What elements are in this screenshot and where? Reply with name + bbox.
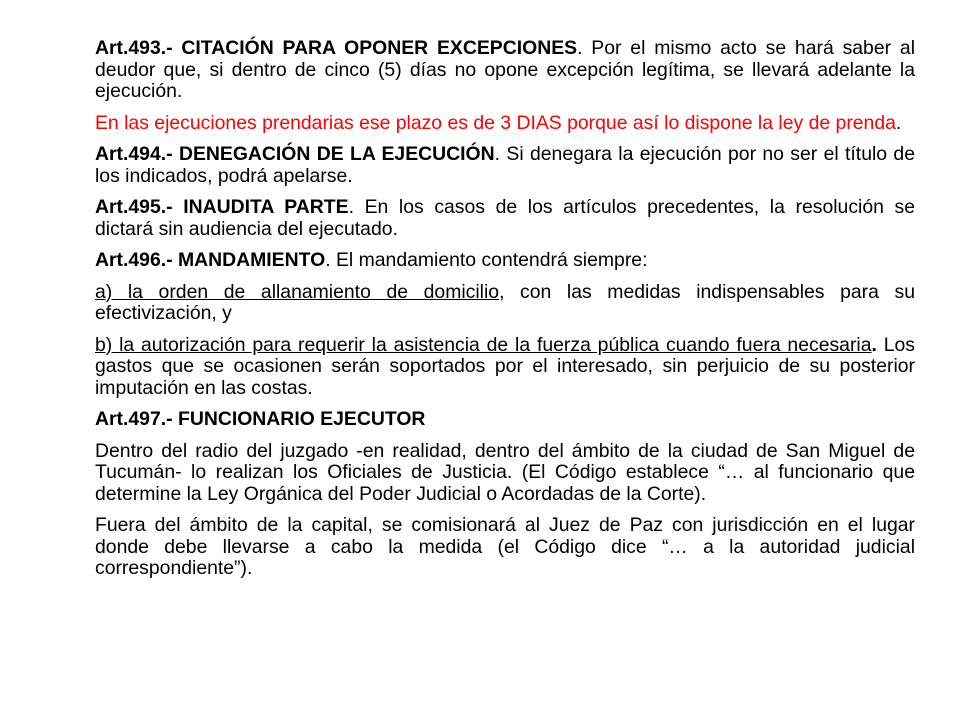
item-b-rest: Los gastos que se ocasionen serán soportados por el interesado, sin perjuicio de su posterior imputación en las costas. bbox=[95, 333, 915, 399]
art-497-paragraph bbox=[95, 409, 915, 431]
prendarias-note-text: En las ejecuciones prendarias ese plazo es de 3 DIAS porque así lo dispone la ley de prenda bbox=[95, 111, 896, 134]
art-493-body: . Por el mismo acto se hará saber al deudor que, si dentro de cinco (5) días no opone excepción legítima, se llevará adelante la ejecución. bbox=[95, 37, 915, 102]
art-496-heading: Art.496.- MANDAMIENTO bbox=[95, 249, 326, 271]
art-495-heading: Art.495.- INAUDITA PARTE bbox=[95, 196, 349, 218]
art-496-paragraph bbox=[95, 250, 915, 272]
art-497-heading: Art.497.- FUNCIONARIO EJECUTOR bbox=[95, 408, 426, 430]
prendarias-note-period: . bbox=[895, 111, 902, 134]
item-a-paragraph bbox=[95, 282, 915, 325]
item-a-rest: , con las medidas indispensables para su efectivización, y bbox=[95, 280, 915, 324]
art-495-body: . En los casos de los artículos precedentes, la resolución se dictará sin audiencia del ejecutado. bbox=[95, 196, 915, 240]
item-a-underlined: a) la orden de allanamiento de domicilio bbox=[95, 280, 500, 303]
art-494-heading: Art.494.- DENEGACIÓN DE LA EJECUCIÓN bbox=[95, 143, 495, 165]
radio-juzgado-paragraph: Dentro del radio del juzgado -en realidad, dentro del ámbito de la ciudad de San Miguel de Tucumán- lo realizan los Oficiales de Justicia. (El Código establece “… al funcionario que determine la Ley Orgánica del Poder Judicial o Acordadas de la Corte). bbox=[95, 439, 915, 505]
art-494-paragraph bbox=[95, 144, 915, 187]
art-494-body: . Si denegara la ejecución por no ser el título de los indicados, podrá apelarse. bbox=[95, 143, 915, 187]
item-b-paragraph bbox=[95, 335, 915, 400]
item-b-period: . bbox=[871, 333, 877, 356]
art-493-heading: Art.493.- CITACIÓN PARA OPONER EXCEPCIONES bbox=[95, 37, 578, 59]
prendarias-note bbox=[95, 113, 915, 135]
art-493-paragraph bbox=[95, 38, 915, 103]
fuera-capital-paragraph: Fuera del ámbito de la capital, se comisionará al Juez de Paz con jurisdicción en el lugar donde debe llevarse a cabo la medida (el Código dice “… a la autoridad judicial correspondiente”). bbox=[95, 514, 915, 579]
art-496-body: . El mandamiento contendrá siempre: bbox=[325, 249, 648, 271]
item-b-underlined: b) la autorización para requerir la asistencia de la fuerza pública cuando fuera necesaria bbox=[95, 333, 872, 356]
document-slide bbox=[95, 38, 915, 590]
art-495-paragraph bbox=[95, 197, 915, 240]
